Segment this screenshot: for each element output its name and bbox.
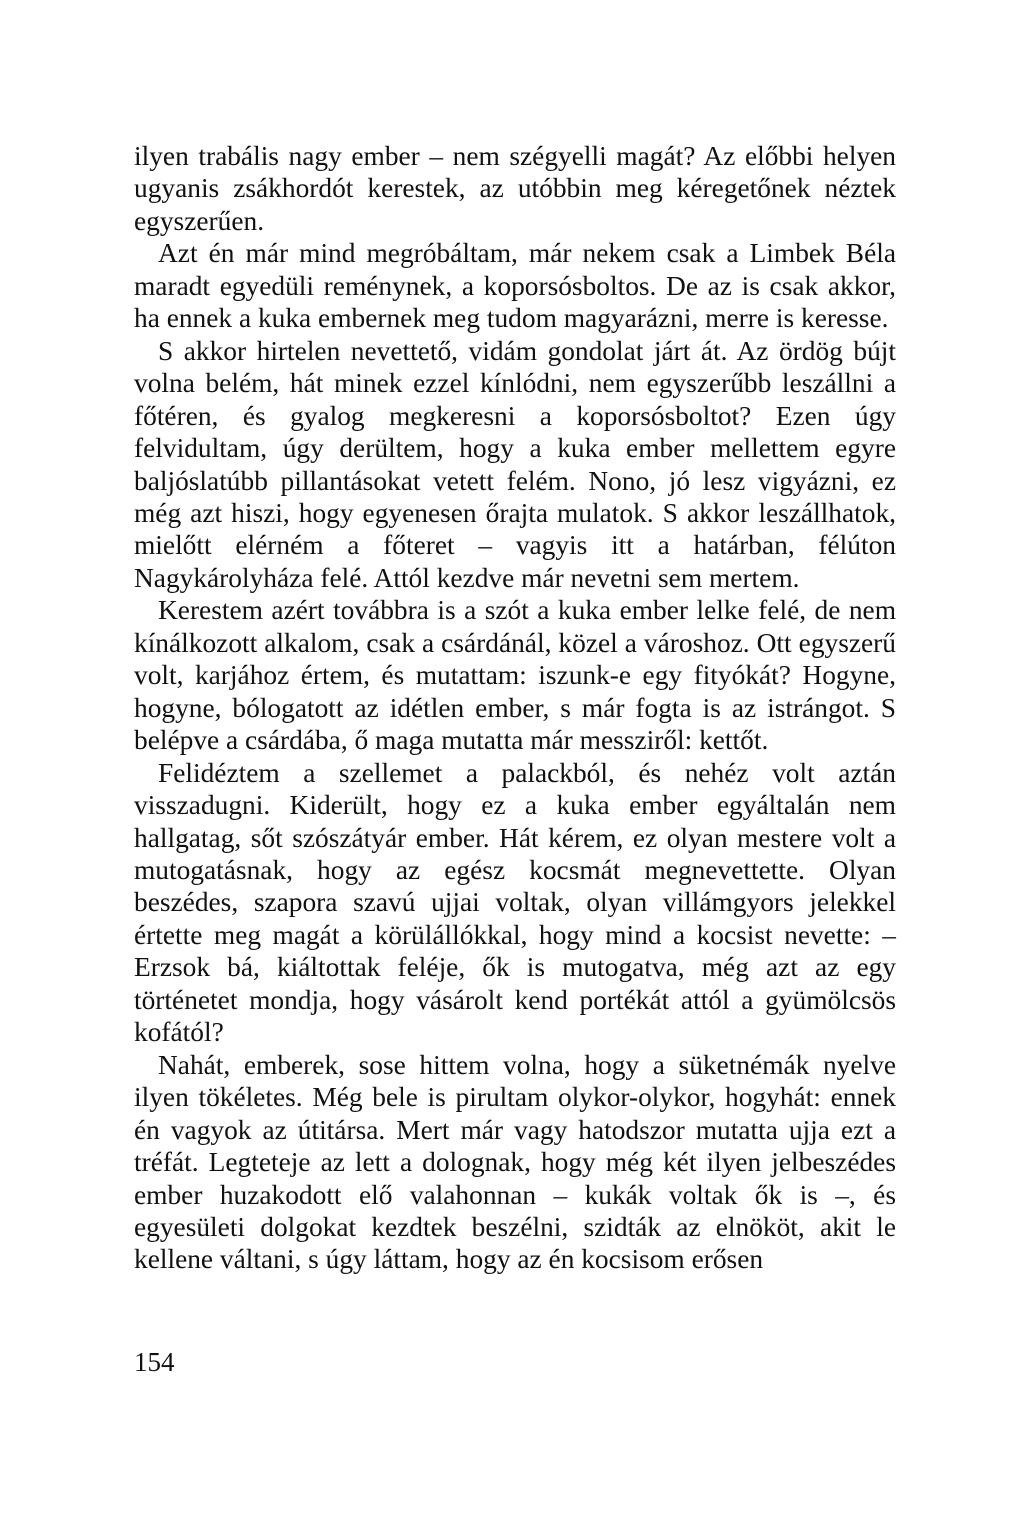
paragraph-3: S akkor hirtelen nevettető, vidám gondolat járt át. Az ördög bújt volna belém, hát minek ezzel kínlódni, nem egyszerűbb leszállni a főtéren, és gyalog megkeresni a koporsósboltot? Ezen úgy felvidultam, úgy derültem, hogy a kuka ember mellettem egyre baljóslatúbb pillantásokat vetett felém. Nono, jó lesz vigyázni, ez még azt hiszi, hogy egyenesen őrajta mulatok. S akkor leszállhatok, mielőtt elérném a főteret – vagyis itt a határban, félúton Nagykárolyháza felé. Attól kezdve már nevetni sem mertem. (134, 335, 896, 593)
paragraph-6: Nahát, emberek, sose hittem volna, hogy a süketnémák nyelve ilyen tökéletes. Még bele is pirultam olykor-olykor, hogyhát: ennek én vagyok az útitársa. Mert már vagy hatodszor mutatta ujja ezt a tréfát. Legteteje az lett a dolognak, hogy még két ilyen jelbeszédes ember huzakodott elő valahonnan – kukák voltak ők is –, és egyesületi dolgokat kezdtek beszélni, szidták az elnököt, akit le kellene váltani, s úgy láttam, hogy az én kocsisom erősen (134, 1049, 896, 1275)
paragraph-4: Kerestem azért továbbra is a szót a kuka ember lelke felé, de nem kínálkozott alkalom, csak a csárdánál, közel a városhoz. Ott egyszerű volt, karjához értem, és mutattam: iszunk-e egy fityókát? Hogyne, hogyne, bólogatott az idétlen ember, s már fogta is az istrángot. S belépve a csárdába, ő maga mutatta már messziről: kettőt. (134, 595, 896, 756)
page-number: 154 (134, 1347, 175, 1377)
paragraph-1: ilyen trabális nagy ember – nem szégyelli magát? Az előbbi helyen ugyanis zsákhordót kerestek, az utóbbin meg kéregetőnek néztek egyszerűen. (134, 141, 896, 236)
paragraph-2: Azt én már mind megróbáltam, már nekem csak a Limbek Béla maradt egyedüli reménynek, a koporsósboltos. De az is csak akkor, ha ennek a kuka embernek meg tudom magyarázni, merre is keresse. (134, 238, 896, 334)
paragraph-5: Felidéztem a szellemet a palackból, és nehéz volt aztán visszadugni. Kiderült, hogy ez a kuka ember egyáltalán nem hallgatag, sőt szószátyár ember. Hát kérem, ez olyan mestere volt a mutogatásnak, hogy az egész kocsmát megnevettette. Olyan beszédes, szapora szavú ujjai voltak, olyan villámgyors jelekkel értette meg magát a körülállókkal, hogy mind a kocsist nevette: – Erzsok bá, kiáltottak feléje, ők is mutogatva, még azt az egy történetet mondja, hogy vásárolt kend portékát attól a gyümölcsös kofától? (134, 757, 896, 1048)
page-body (134, 140, 896, 1276)
